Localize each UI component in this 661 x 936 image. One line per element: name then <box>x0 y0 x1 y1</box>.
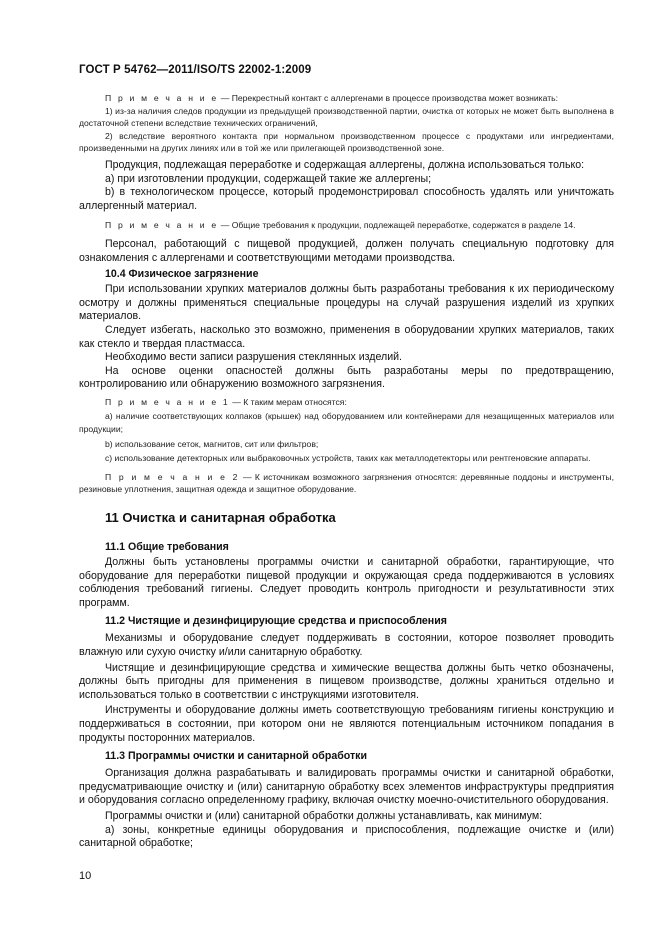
paragraph: Чистящие и дезинфицирующие средства и химические вещества должны быть четко обозначены, должны быть пригодны для применения в пищевом производстве, должны храниться отдельно и использоваться только в соответствии с инструкциями изготовителя. <box>79 661 614 701</box>
note-1: П р и м е ч а н и е 1 — К таким мерам относятся: <box>105 396 347 407</box>
paragraph: Программы очистки и (или) санитарной обработки должны устанавливать, как минимум: <box>105 809 543 822</box>
note-general-requirements: П р и м е ч а н и е — Общие требования к продукции, подлежащей переработке, содержатся в разделе 14. <box>105 220 576 231</box>
document-header: ГОСТ Р 54762—2011/ISO/TS 22002-1:2009 <box>79 64 312 76</box>
list-item: b) в технологическом процессе, который продемонстрировал способность удалять или уничтожать аллергенный материал. <box>79 186 614 212</box>
section-heading-11: 11 Очистка и санитарная обработка <box>105 510 336 526</box>
note-item-2: 2) вследствие вероятного контакта при нормальном производственном процессе с продуктами или ингредиентами, произведенными на других линиях или в той же или прилегающей производственной зоне. <box>79 130 614 154</box>
paragraph: При использовании хрупких материалов должны быть разработаны требования к их периодическому осмотру и должны применяться специальные процедуры на случай разрушения изделий из хрупких материалов. <box>79 283 614 323</box>
note-1-item-a: а) наличие соответствующих колпаков (крышек) над оборудованием или контейнерами для незащищенных материалов или продукции; <box>79 411 614 435</box>
paragraph: Организация должна разрабатывать и валидировать программы очистки и санитарной обработки, предусматривающие очистку и (или) санитарную обработку всех элементов инфраструктуры предприятия и оборудования согласно определенному графику, включая очистку моечно-очистительного оборудования. <box>79 767 614 807</box>
paragraph: Должны быть установлены программы очистки и санитарной обработки, гарантирующие, что оборудование для переработки пищевой продукции и окружающая среда поддерживаются в условиях соблюдения требований гигиены. Следует проводить контроль пригодности и результативности этих программ. <box>79 556 614 609</box>
section-heading-11-1: 11.1 Общие требования <box>105 541 229 554</box>
paragraph: Продукция, подлежащая переработке и содержащая аллергены, должна использоваться только: <box>105 158 585 171</box>
note-allergen-cross-contact: П р и м е ч а н и е — Перекрестный контакт с аллергенами в процессе производства может возникать: <box>105 93 559 103</box>
paragraph: На основе оценки опасностей должны быть разработаны меры по предотвращению, контролированию или обнаружению возможного загрязнения. <box>79 364 614 391</box>
list-item: а) при изготовлении продукции, содержащей такие же аллергены; <box>105 172 432 185</box>
note-1-item-b: b) использование сеток, магнитов, сит или фильтров; <box>105 438 319 449</box>
note-2: П р и м е ч а н и е 2 — К источникам возможного загрязнения относятся: деревянные поддоны и инструменты, резиновые уплотнения, защитная одежда и защитное оборудование. <box>79 471 614 495</box>
paragraph: Инструменты и оборудование должны иметь соответствующую требованиям гигиены конструкцию и поддерживаться в состоянии, при котором они не являются потенциальным источником попадания в продукты посторонних материалов. <box>79 704 614 744</box>
page-number: 10 <box>79 870 92 882</box>
section-heading-10-4: 10.4 Физическое загрязнение <box>105 268 259 281</box>
section-heading-11-2: 11.2 Чистящие и дезинфицирующие средства и приспособления <box>105 615 447 628</box>
list-item: а) зоны, конкретные единицы оборудования и приспособления, подлежащие очистке и (или) санитарной обработке; <box>79 823 614 850</box>
note-1-item-c: с) использование детекторных или выбраковочных устройств, таких как металлодетекторы или рентгеновские аппараты. <box>105 453 591 464</box>
note-item-1: 1) из-за наличия следов продукции из предыдущей производственной партии, очистка от которых не может быть выполнена в достаточной степени вследствие технических ограничений, <box>79 105 614 129</box>
paragraph: Необходимо вести записи разрушения стеклянных изделий. <box>105 351 402 364</box>
paragraph: Персонал, работающий с пищевой продукцией, должен получать специальную подготовку для ознакомления с аллергенами и соответствующими методами производства. <box>79 237 614 264</box>
paragraph: Механизмы и оборудование следует поддерживать в состоянии, которое позволяет проводить влажную или сухую очистку и/или санитарную обработку. <box>79 632 614 658</box>
section-heading-11-3: 11.3 Программы очистки и санитарной обработки <box>105 750 367 763</box>
paragraph: Следует избегать, насколько это возможно, применения в оборудовании хрупких материалов, таких как стекло и твердая пластмасса. <box>79 323 614 350</box>
page-content <box>79 92 614 851</box>
